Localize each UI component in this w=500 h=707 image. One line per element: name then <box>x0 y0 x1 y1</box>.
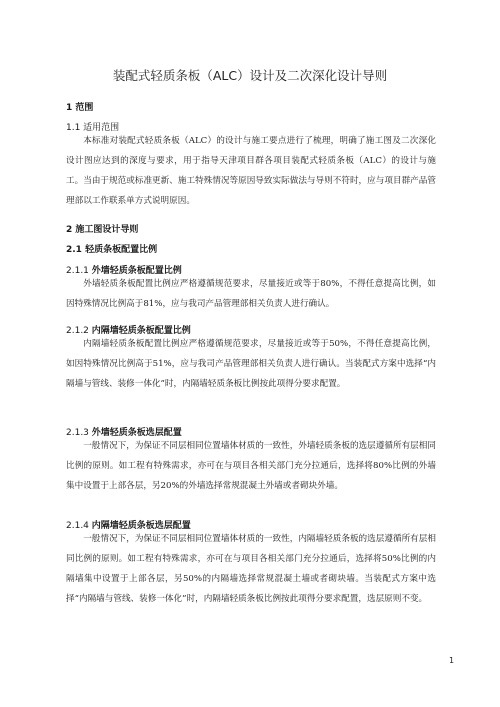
document-title: 装配式轻质条板（ALC）设计及二次深化设计导则 <box>112 68 388 83</box>
section-2-1-4-number: 2.1.4 <box>66 521 89 531</box>
section-2-heading: 2 施工图设计导则 <box>66 225 139 235</box>
section-2-1-3-title: 外墙轻质条板选层配置 <box>91 428 182 438</box>
section-2-1-1-paragraph: 外墙轻质条板配置比例应严格遵循规范要求，尽量接近或等于80%，不得任意提高比例，如因特殊情况比例高于81%，应与我司产品管理部相关负责人进行确认。 <box>66 279 436 309</box>
section-2-1-title: 2.1 轻质条板配置比例 <box>66 245 158 255</box>
section-1-1-paragraph: 本标准对装配式轻质条板（ALC）的设计与施工要点进行了梳理，明确了施工图及二次深化设计图应达到的深度与要求，用于指导天津项目群各项目装配式轻质条板（ALC）的设计与施工。当由于规范或标准更新、施工特殊情况等原因导致实际做法与导则不符时，应与项目群产品管理部以工作联系单方式说明原因。 <box>66 136 436 206</box>
section-1-1-heading: 1.1 适用范围 <box>66 123 120 133</box>
section-2-1-1-number: 2.1.1 <box>66 266 89 276</box>
section-2-1-3-paragraph: 一般情况下，为保证不同层相同位置墙体材质的一致性，外墙轻质条板的选层遵循所有层相同比例的原则。如工程有特殊需求，亦可在与项目各相关部门充分拉通后，选择将80%比例的外墙集中设置于上部各层，另20%的外墙选择常规混凝土外墙或者砌块外墙。 <box>66 441 436 491</box>
section-2-1-1-title: 外墙轻质条板配置比例 <box>91 266 182 276</box>
section-2-1-3-number: 2.1.3 <box>66 428 89 438</box>
section-2-1-4-title: 内隔墙轻质条板选层配置 <box>91 521 191 531</box>
section-1-heading: 1 范围 <box>66 103 94 113</box>
section-2-1-4-paragraph: 一般情况下，为保证不同层相同位置墙体材质的一致性，内隔墙轻质条板的选层遵循所有层相同比例的原则。如工程有特殊需求，亦可在与项目各相关部门充分拉通后，选择将50%比例的内隔墙集中设置于上部各层，另50%的内隔墙选择常规混凝土墙或者砌块墙。当装配式方案中选择“内隔墙与管线、装修一体化”时，内隔墙轻质条板比例按此项得分要求配置，选层原则不变。 <box>66 534 436 604</box>
section-2-1-2-number: 2.1.2 <box>66 326 89 336</box>
section-2-1-heading <box>66 242 157 255</box>
page-number: 1 <box>449 656 455 665</box>
section-2-1-2-paragraph: 内隔墙轻质条板配置比例应严格遵循规范要求，尽量接近或等于50%，不得任意提高比例，如因特殊情况比例高于51%，应与我司产品管理部相关负责人进行确认。当装配式方案中选择“内隔墙与管线、装修一体化”时，内隔墙轻质条板比例按此项得分要求配置。 <box>66 339 436 389</box>
section-2-1-2-title: 内隔墙轻质条板配置比例 <box>91 326 191 336</box>
